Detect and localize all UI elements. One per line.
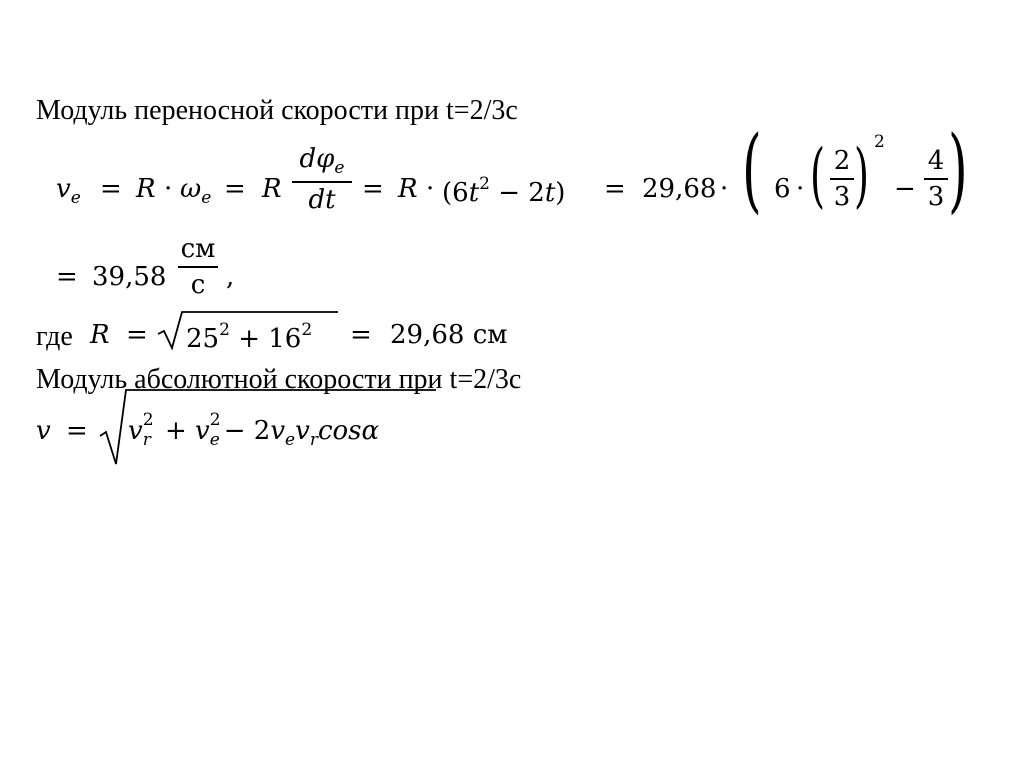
heading-absolute-speed: Модуль абсолютной скорости при t=2/3c [36, 364, 522, 395]
eq1-six: 6 [774, 174, 791, 204]
eq1-dphi: dφ [299, 144, 335, 174]
radical-sign-eq4 [100, 390, 436, 464]
eq1-poly-close: ) [555, 178, 566, 208]
eq4-v1: v [270, 416, 286, 446]
eq1-value: 29,68 [642, 174, 717, 204]
eq1-R-c: R [398, 174, 418, 204]
radical-sign-eq3 [158, 312, 338, 348]
eq1-t: t [468, 178, 480, 208]
eq1-poly-rest: − 2 [489, 178, 545, 208]
eq1-derivative-den: dt [308, 185, 336, 215]
eq4-v1-sub: e [285, 430, 296, 450]
eq4-v2: v [295, 416, 310, 446]
eq3-b: 16 [268, 324, 302, 354]
eq3-b-sup: 2 [301, 320, 313, 340]
eq3-a-sup: 2 [219, 320, 230, 340]
eq2-value: 39,58 [92, 262, 167, 292]
mid-left-paren: ( [810, 134, 826, 216]
eq1-v-sub: e [70, 188, 81, 208]
eq1-power: 2 [874, 132, 885, 152]
eq1-eq-d: = [604, 174, 626, 204]
eq1-R-b: R [262, 174, 282, 204]
eq4-v2-sub: r [309, 430, 318, 450]
eq4-ve-sub: e [209, 430, 220, 450]
eq4-vr-sup: 2 [142, 410, 154, 430]
eq1-eq-a: = [100, 174, 122, 204]
eq1-frac2-den: 3 [833, 182, 851, 212]
eq1-frac2-num: 2 [833, 146, 851, 176]
eq1-dot-b: · [426, 174, 435, 204]
eq1-v: v [56, 174, 71, 204]
eq4-eq: = [66, 416, 88, 446]
eq3-eq-a: = [126, 320, 148, 350]
eq4-two: 2 [253, 416, 271, 446]
eq2-unit-den: с [190, 270, 206, 300]
heading-transport-speed: Модуль переносной скорости при t=2/3c [36, 95, 518, 126]
mid-right-paren: ) [854, 134, 870, 216]
eq4-vr: v [128, 416, 143, 446]
eq3-plus-sign: + [238, 324, 260, 354]
eq3-eq-b: = [350, 320, 372, 350]
eq1-dphi-sub: e [334, 158, 345, 178]
eq1-frac3-den: 3 [927, 182, 945, 212]
eq2-unit-num: см [180, 234, 216, 264]
eq1-frac3-num: 4 [927, 146, 945, 176]
eq1-dot-c: · [720, 174, 729, 204]
eq2-comma: , [226, 262, 235, 292]
eq1-minus: − [894, 174, 916, 204]
eq4-cos: cosα [317, 416, 380, 446]
eq1-dot-a: · [164, 174, 173, 204]
eq1-t2: t [544, 178, 556, 208]
eq1-R-a: R [136, 174, 156, 204]
eq4-ve-sup: 2 [209, 410, 221, 430]
eq1-poly-open: (6 [442, 178, 469, 208]
eq1-omega-sub: e [201, 188, 212, 208]
eq3-prefix: где [36, 321, 73, 352]
eq1-eq-b: = [224, 174, 246, 204]
eq4-ve: v [195, 416, 210, 446]
eq4-plus: + [164, 416, 187, 446]
eq4-v: v [36, 416, 51, 446]
eq1-omega-sym: ω [180, 174, 202, 204]
eq3-result: 29,68 см [390, 320, 508, 350]
eq1-dot-d: · [796, 174, 805, 204]
eq4-vr-sub: r [142, 430, 151, 450]
eq1-eq-c: = [362, 174, 384, 204]
big-right-paren: ) [948, 116, 968, 223]
eq3-R: R [90, 320, 110, 350]
eq2-eq: = [56, 262, 78, 292]
eq1-t-sup: 2 [479, 174, 490, 194]
eq3-a: 25 [186, 324, 220, 354]
big-left-paren: ( [742, 116, 762, 223]
eq4-minus: − [223, 416, 246, 446]
